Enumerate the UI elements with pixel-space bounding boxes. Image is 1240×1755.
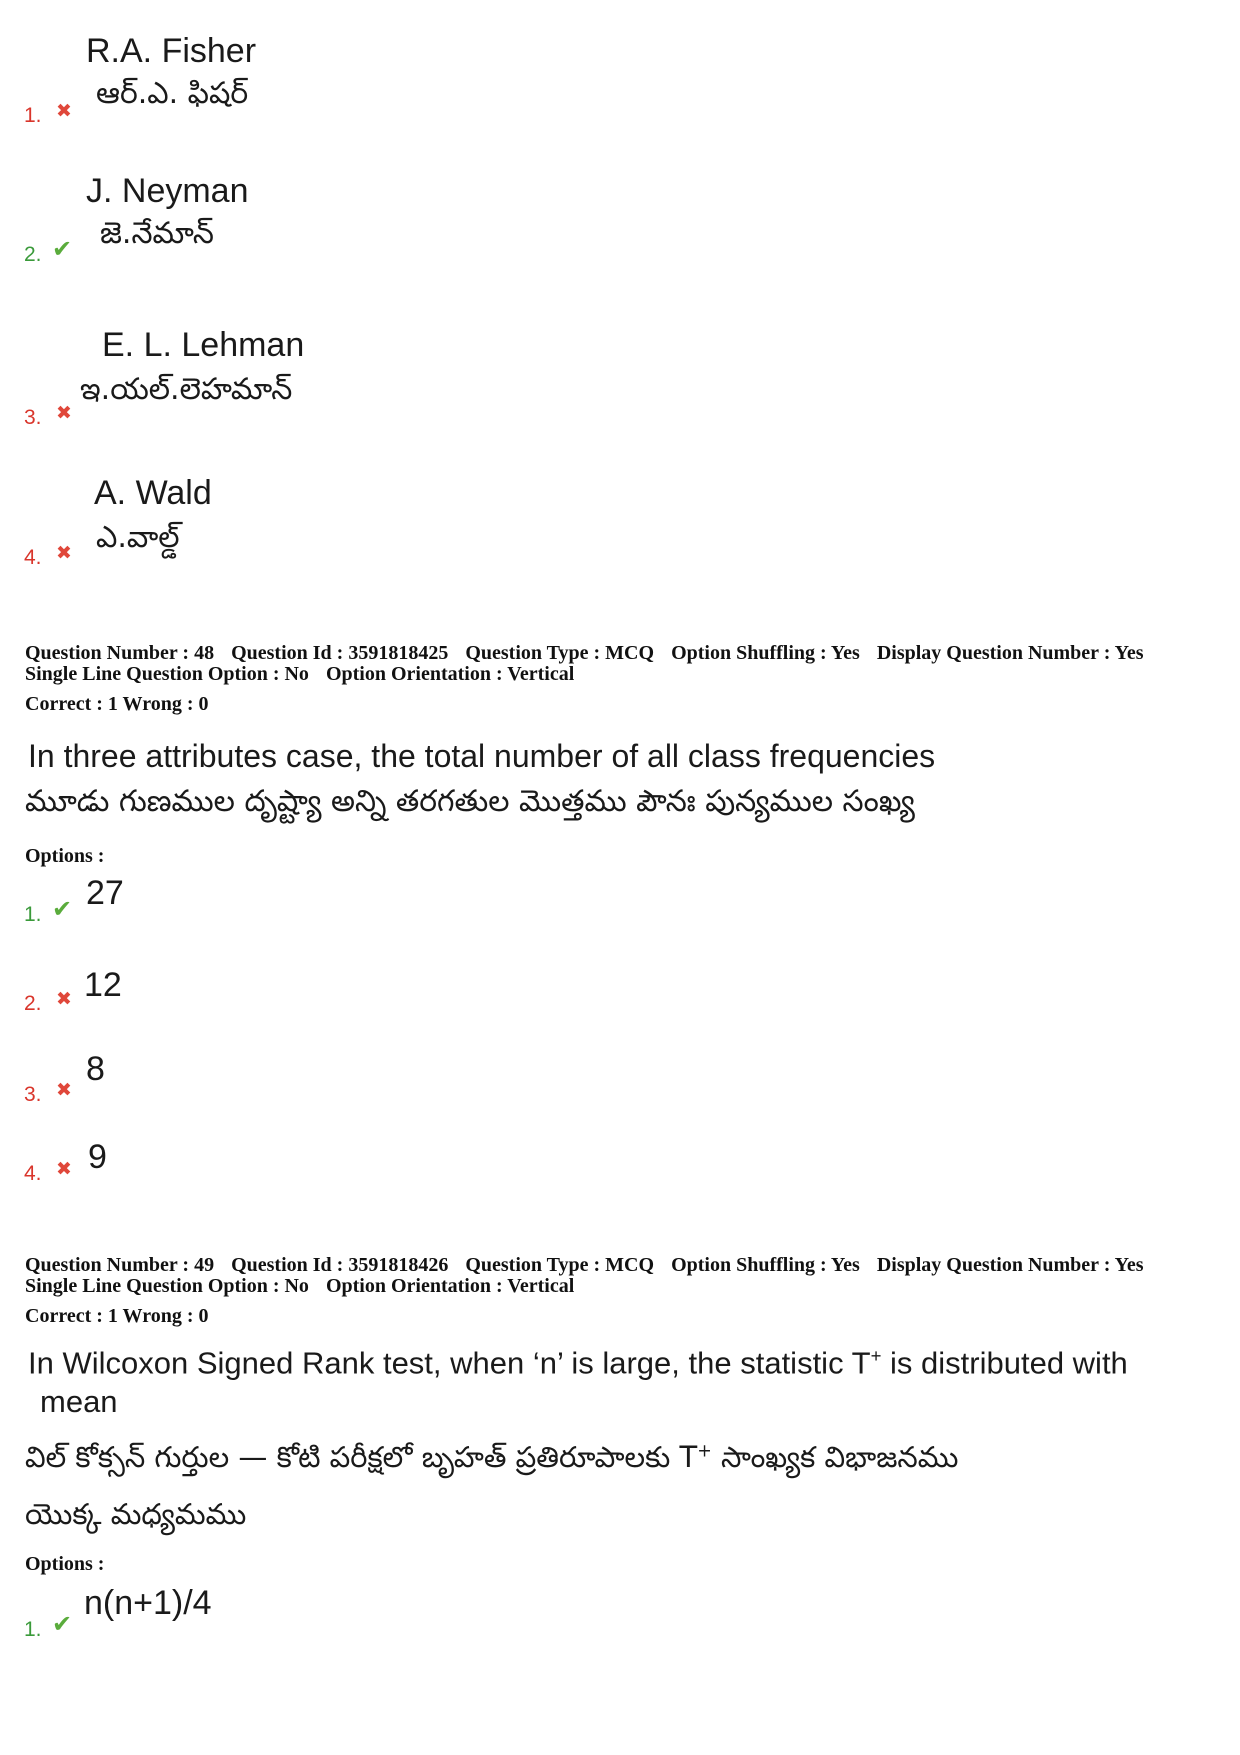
option-4-english: A. Wald <box>94 474 212 512</box>
option-4-number: 4. <box>24 546 42 569</box>
question-number: Question Number : 49 <box>25 1254 215 1276</box>
question-text-english: In Wilcoxon Signed Rank test, when ‘n’ is large, the statistic T+ is distributed with <box>28 1345 1128 1381</box>
option-2-number: 2. <box>24 992 42 1015</box>
option-4-number: 4. <box>24 1162 42 1185</box>
options-label: Options : <box>25 1553 105 1575</box>
option-3-text: 8 <box>86 1050 105 1088</box>
display-question-number: Display Question Number : Yes <box>876 642 1144 664</box>
check-icon: ✔ <box>52 235 73 263</box>
option-shuffling: Option Shuffling : Yes <box>671 642 860 664</box>
question-id: Question Id : 3591818425 <box>231 642 449 664</box>
question-number: Question Number : 48 <box>25 642 215 664</box>
option-2-number: 2. <box>24 243 42 266</box>
question-type: Question Type : MCQ <box>465 642 655 664</box>
option-2-text: 12 <box>84 966 122 1004</box>
option-1-text: 27 <box>86 874 124 912</box>
single-line-option: Single Line Question Option : No <box>25 663 309 685</box>
cross-icon: ✖ <box>56 100 72 122</box>
display-question-number: Display Question Number : Yes <box>876 1254 1144 1276</box>
cross-icon: ✖ <box>56 542 72 564</box>
option-1-number: 1. <box>24 903 42 926</box>
option-shuffling: Option Shuffling : Yes <box>671 1254 860 1276</box>
question-meta-line1 <box>25 642 1156 665</box>
option-4-text: 9 <box>88 1138 107 1176</box>
question-meta-line1 <box>25 1254 1156 1277</box>
option-3-number: 3. <box>24 406 42 429</box>
option-1-text: n(n+1)/4 <box>84 1584 212 1622</box>
question-meta-line2 <box>25 1275 586 1298</box>
question-text-telugu: మూడు గుణముల దృష్ట్యా అన్ని తరగతుల మొత్తము పౌనః పున్యముల సంఖ్య <box>25 784 915 819</box>
option-1-number: 1. <box>24 104 42 127</box>
cross-icon: ✖ <box>56 1079 72 1101</box>
question-text-telugu: విల్ కోక్సన్ గుర్తుల — కోటి పరీక్షలో బృహత్ ప్రతిరూపాలకు T+ సాంఖ్యక విభాజనము <box>25 1440 959 1474</box>
option-orientation: Option Orientation : Vertical <box>325 1275 575 1297</box>
question-meta-line2 <box>25 663 586 686</box>
question-text-english: In three attributes case, the total number of all class frequencies <box>28 738 936 774</box>
option-3-english: E. L. Lehman <box>102 326 305 364</box>
question-text-telugu-line2: యొక్క మధ్యమము <box>25 1497 247 1531</box>
cross-icon: ✖ <box>56 402 72 424</box>
cross-icon: ✖ <box>56 988 72 1010</box>
question-marks: Correct : 1 Wrong : 0 <box>25 1305 209 1327</box>
option-2-telugu: జె.నేమాన్ <box>100 216 214 251</box>
option-1-telugu: ఆర్.ఎ. ఫిషర్ <box>96 76 249 111</box>
question-marks: Correct : 1 Wrong : 0 <box>25 693 209 715</box>
option-1-number: 1. <box>24 1618 42 1641</box>
check-icon: ✔ <box>52 1610 73 1638</box>
option-2-english: J. Neyman <box>86 172 249 210</box>
option-1-english: R.A. Fisher <box>86 32 257 70</box>
question-type: Question Type : MCQ <box>465 1254 655 1276</box>
question-id: Question Id : 3591818426 <box>231 1254 449 1276</box>
option-4-telugu: ఎ.వాల్డ్ <box>96 520 180 555</box>
option-3-number: 3. <box>24 1083 42 1106</box>
option-3-telugu: ఇ.యల్.లెహమాన్ <box>80 372 293 407</box>
single-line-option: Single Line Question Option : No <box>25 1275 309 1297</box>
options-label: Options : <box>25 845 105 867</box>
question-text-english-line2: mean <box>40 1384 118 1419</box>
check-icon: ✔ <box>52 895 73 923</box>
option-orientation: Option Orientation : Vertical <box>325 663 575 685</box>
cross-icon: ✖ <box>56 1158 72 1180</box>
